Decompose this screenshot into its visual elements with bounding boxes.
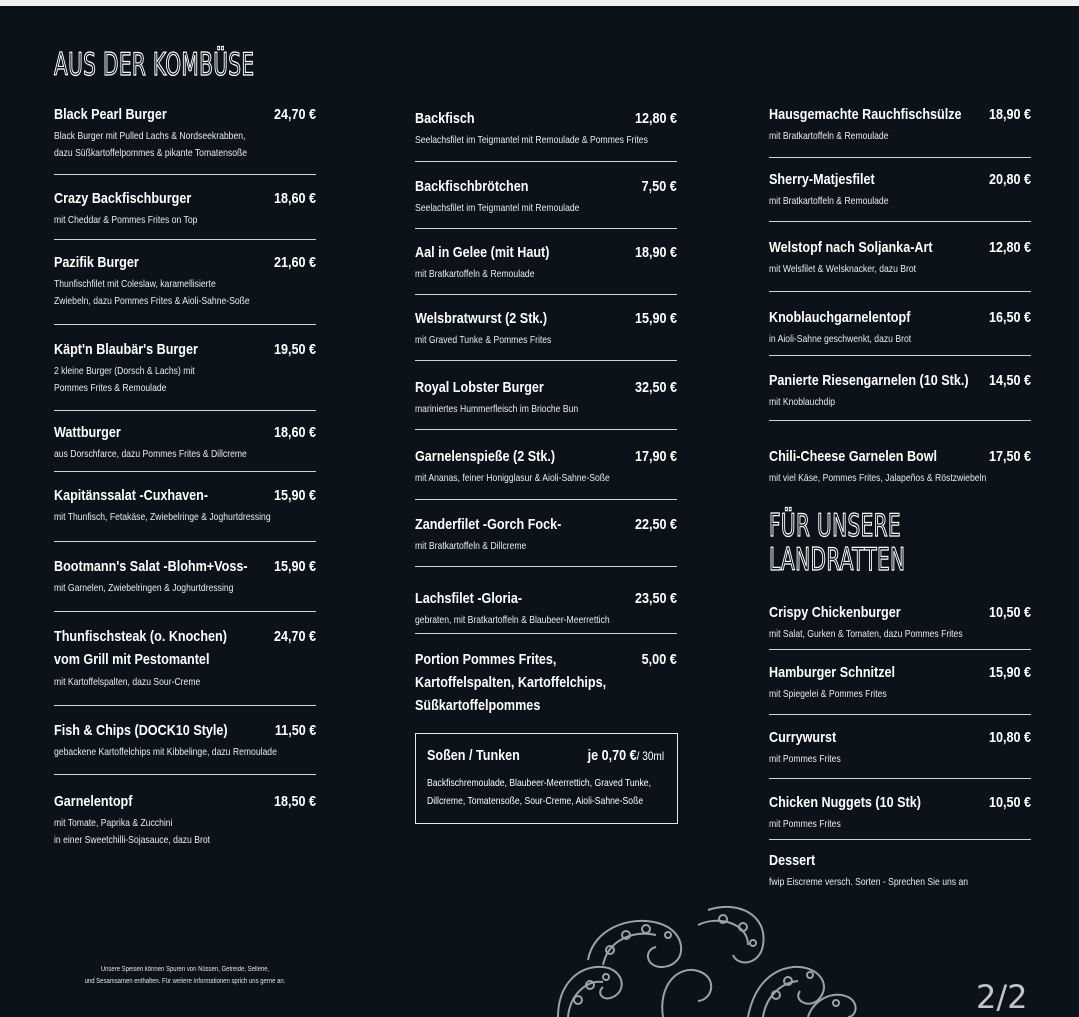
menu-divider xyxy=(769,714,1031,715)
section-heading-landratten xyxy=(769,509,927,577)
menu-item-description: gebraten, mit Bratkartoffeln & Blaubeer-Meerrettich xyxy=(415,614,610,626)
menu-item-description: aus Dorschfarce, dazu Pommes Frites & Dillcreme xyxy=(54,448,247,460)
menu-item-description: Black Burger mit Pulled Lachs & Nordseekrabben, xyxy=(54,130,246,142)
menu-item-price: 16,50 € xyxy=(988,309,1031,326)
menu-item-price: 7,50 € xyxy=(641,178,677,195)
menu-item-description: mit viel Käse, Pommes Frites, Jalapeños & Röstzwiebeln xyxy=(769,472,987,484)
menu-item-description: in einer Sweetchilli-Sojasauce, dazu Brot xyxy=(54,834,211,846)
menu-item-name: Currywurst xyxy=(769,729,837,746)
menu-item-description: Pommes Frites & Remoulade xyxy=(54,382,167,394)
menu-item-name: Welstopf nach Soljanka-Art xyxy=(769,239,933,256)
menu-divider xyxy=(54,324,316,325)
menu-item-price: 22,50 € xyxy=(634,516,677,533)
menu-item-name: Chili-Cheese Garnelen Bowl xyxy=(769,448,938,465)
menu-divider xyxy=(415,566,677,567)
menu-item-description: mit Tomate, Paprika & Zucchini xyxy=(54,817,173,829)
menu-item-description: mit Ananas, feiner Honigglasur & Aioli-Sahne-Soße xyxy=(415,472,610,484)
menu-item-price: 14,50 € xyxy=(988,372,1031,389)
menu-item-description: mit Salat, Gurken & Tomaten, dazu Pommes Frites xyxy=(769,628,963,640)
menu-item-name: Käpt'n Blaubär's Burger xyxy=(54,341,198,358)
menu-item-description: mit Pommes Frites xyxy=(769,818,841,830)
menu-item-name: Knoblauchgarnelentopf xyxy=(769,309,911,326)
menu-item-price: 11,50 € xyxy=(274,722,316,739)
menu-divider xyxy=(415,360,677,361)
sauce-price-value: je 0,70 € xyxy=(587,747,637,764)
menu-item-price: 17,90 € xyxy=(634,448,677,465)
menu-divider xyxy=(769,839,1031,840)
menu-item-price: 23,50 € xyxy=(634,590,677,607)
menu-item-price: 18,60 € xyxy=(273,190,316,207)
menu-item-name: Aal in Gelee (mit Haut) xyxy=(415,244,550,261)
menu-item-name: Garnelentopf xyxy=(54,793,133,810)
menu-item-name: Crazy Backfischburger xyxy=(54,190,192,207)
menu-item-price: 24,70 € xyxy=(273,106,316,123)
menu-item-description: mit Graved Tunke & Pommes Frites xyxy=(415,334,552,346)
menu-divider xyxy=(415,633,677,634)
menu-divider xyxy=(769,157,1031,158)
menu-item-name: Hausgemachte Rauchfischsülze xyxy=(769,106,962,123)
menu-item-description: mit Spiegelei & Pommes Frites xyxy=(769,688,887,700)
menu-item-name: Backfisch xyxy=(415,110,475,127)
menu-item-description: Zwiebeln, dazu Pommes Frites & Aioli-Sahne-Soße xyxy=(54,295,250,307)
menu-item-description: Seelachsfilet im Teigmantel mit Remoulade & Pommes Frites xyxy=(415,134,648,146)
menu-divider xyxy=(769,420,1031,421)
heading-line-2: LANDRATTEN xyxy=(769,542,906,578)
menu-item-name: Thunfischsteak (o. Knochen) xyxy=(54,628,227,645)
menu-item-description: dazu Süßkartoffelpommes & pikante Tomatensoße xyxy=(54,147,248,159)
menu-item-name: Panierte Riesengarnelen (10 Stk.) xyxy=(769,372,969,389)
menu-item-description: mit Knoblauchdip xyxy=(769,396,836,408)
menu-item-description: mit Bratkartoffeln & Remoulade xyxy=(769,130,889,142)
menu-item-price: 15,90 € xyxy=(988,664,1031,681)
menu-item-price: 18,90 € xyxy=(634,244,677,261)
menu-item-description: mit Welsfilet & Welsknacker, dazu Brot xyxy=(769,263,917,275)
menu-divider xyxy=(54,471,316,472)
menu-divider xyxy=(415,294,677,295)
menu-item-description: in Aioli-Sahne geschwenkt, dazu Brot xyxy=(769,333,912,345)
menu-item-price: 15,90 € xyxy=(273,487,316,504)
menu-divider xyxy=(415,499,677,500)
top-edge-bar xyxy=(0,0,1079,6)
menu-item-name: Pazifik Burger xyxy=(54,254,139,271)
sauce-desc-line-2: Dillcreme, Tomatensoße, Sour-Creme, Aioli-Sahne-Soße xyxy=(427,795,644,807)
menu-item-name: Backfischbrötchen xyxy=(415,178,529,195)
menu-item-name: Bootmann's Salat -Blohm+Voss- xyxy=(54,558,248,575)
menu-divider xyxy=(54,239,316,240)
menu-item-price: 20,80 € xyxy=(988,171,1031,188)
menu-item-price: 24,70 € xyxy=(273,628,316,645)
menu-item-description: 2 kleine Burger (Dorsch & Lachs) mit xyxy=(54,365,195,377)
menu-item-description: mit Bratkartoffeln & Remoulade xyxy=(769,195,889,207)
sauce-box-description xyxy=(427,774,651,810)
section-heading-kombuese: AUS DER KOMBÜSE xyxy=(54,47,255,83)
menu-item-description: mit Cheddar & Pommes Frites on Top xyxy=(54,214,198,226)
octopus-illustration xyxy=(548,905,868,1017)
sauce-box-title: Soßen / Tunken xyxy=(427,747,520,764)
menu-item-name: Crispy Chickenburger xyxy=(769,604,901,621)
sauce-price-unit: / 30ml xyxy=(636,749,664,763)
menu-item-description: Seelachsfilet im Teigmantel mit Remoulade xyxy=(415,202,580,214)
menu-divider xyxy=(54,774,316,775)
menu-item-name: Wattburger xyxy=(54,424,121,441)
menu-item-description: mit Thunfisch, Fetakäse, Zwiebelringe & Joghurtdressing xyxy=(54,511,271,523)
sauce-desc-line-1: Backfischremoulade, Blaubeer-Meerrettich, Graved Tunke, xyxy=(427,777,651,789)
menu-item-price: 18,50 € xyxy=(273,793,316,810)
menu-item-description: gebackene Kartoffelchips mit Kibbelinge, dazu Remoulade xyxy=(54,746,277,758)
footnote-line-2: und Sesamsamen enthalten. Für weitere Informationen sprich uns gerne an. xyxy=(84,978,286,985)
menu-item-description: fwip Eiscreme versch. Sorten - Sprechen Sie uns an xyxy=(769,876,969,888)
menu-item-description: mit Bratkartoffeln & Dillcreme xyxy=(415,540,527,552)
menu-item-price: 18,90 € xyxy=(988,106,1031,123)
menu-item-price: 10,50 € xyxy=(988,794,1031,811)
menu-item-name: Portion Pommes Frites, xyxy=(415,651,557,668)
menu-item-name: Lachsfilet -Gloria- xyxy=(415,590,523,607)
menu-item-price: 12,80 € xyxy=(988,239,1031,256)
menu-item-description: mit Bratkartoffeln & Remoulade xyxy=(415,268,535,280)
menu-divider xyxy=(415,429,677,430)
menu-divider xyxy=(769,291,1031,292)
menu-item-name: vom Grill mit Pestomantel xyxy=(54,651,210,668)
menu-item-price: 19,50 € xyxy=(273,341,316,358)
menu-item-name: Zanderfilet -Gorch Fock- xyxy=(415,516,562,533)
menu-item-description: mit Garnelen, Zwiebelringen & Joghurtdressing xyxy=(54,582,234,594)
menu-item-price: 15,90 € xyxy=(634,310,677,327)
menu-divider xyxy=(54,410,316,411)
sauce-box xyxy=(415,733,678,824)
menu-item-description: Thunfischfilet mit Coleslaw, karamellisierte xyxy=(54,278,216,290)
footnote-line-1: Unsere Speisen können Spuren von Nüssen, Getreide, Sellerie, xyxy=(100,966,270,973)
menu-item-name: Garnelenspieße (2 Stk.) xyxy=(415,448,556,465)
menu-item-price: 32,50 € xyxy=(634,379,677,396)
menu-item-price: 10,50 € xyxy=(988,604,1031,621)
menu-divider xyxy=(769,221,1031,222)
page-number: 2/2 xyxy=(976,978,1028,1016)
menu-divider xyxy=(769,649,1031,650)
menu-divider xyxy=(54,611,316,612)
menu-item-name: Kartoffelspalten, Kartoffelchips, xyxy=(415,674,607,691)
menu-item-name: Welsbratwurst (2 Stk.) xyxy=(415,310,548,327)
allergen-footnote xyxy=(62,964,309,988)
menu-divider xyxy=(54,174,316,175)
menu-divider xyxy=(769,778,1031,779)
menu-item-description: mit Pommes Frites xyxy=(769,753,841,765)
menu-item-price: 18,60 € xyxy=(273,424,316,441)
menu-item-name: Kapitänssalat -Cuxhaven- xyxy=(54,487,209,504)
menu-divider xyxy=(415,161,677,162)
menu-divider xyxy=(54,705,316,706)
menu-item-price: 5,00 € xyxy=(641,651,677,668)
menu-item-price: 21,60 € xyxy=(273,254,316,271)
menu-item-price: 17,50 € xyxy=(988,448,1031,465)
menu-item-name: Dessert xyxy=(769,852,816,869)
menu-divider xyxy=(415,228,677,229)
sauce-box-price xyxy=(587,745,664,767)
menu-item-name: Black Pearl Burger xyxy=(54,106,167,123)
heading-line-1: FÜR UNSERE xyxy=(769,508,901,544)
menu-item-price: 12,80 € xyxy=(634,110,677,127)
menu-item-description: mariniertes Hummerfleisch im Brioche Bun xyxy=(415,403,579,415)
menu-divider xyxy=(54,541,316,542)
menu-item-name: Fish & Chips (DOCK10 Style) xyxy=(54,722,228,739)
menu-divider xyxy=(769,355,1031,356)
menu-item-price: 10,80 € xyxy=(988,729,1031,746)
menu-item-price: 15,90 € xyxy=(273,558,316,575)
menu-item-name: Sherry-Matjesfilet xyxy=(769,171,875,188)
menu-item-name: Royal Lobster Burger xyxy=(415,379,544,396)
menu-item-description: mit Kartoffelspalten, dazu Sour-Creme xyxy=(54,676,201,688)
menu-item-name: Chicken Nuggets (10 Stk) xyxy=(769,794,921,811)
menu-item-name: Süßkartoffelpommes xyxy=(415,697,541,714)
menu-item-name: Hamburger Schnitzel xyxy=(769,664,896,681)
